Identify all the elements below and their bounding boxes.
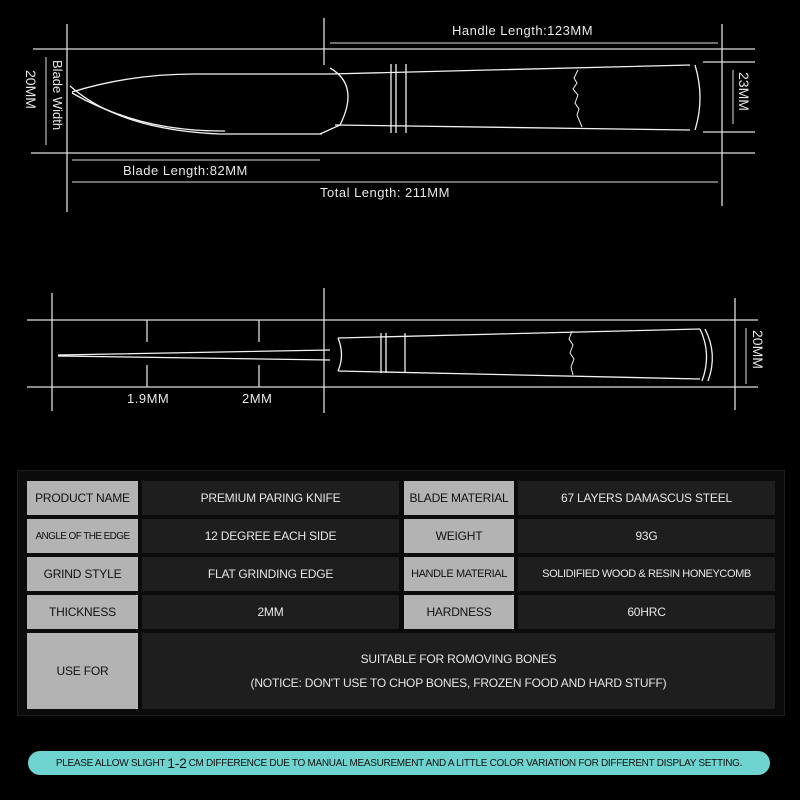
spec-value: 67 LAYERS DAMASCUS STEEL [518,481,775,515]
handle-length-label: Handle Length:123MM [452,23,594,38]
spec-value: 60HRC [518,595,775,629]
spec-label: GRIND STYLE [27,557,138,591]
handle-height-side: 20MM [750,330,766,369]
spec-label: THICKNESS [27,595,138,629]
top-view-guides [31,18,755,212]
spec-value: 12 DEGREE EACH SIDE [142,519,399,553]
knife-side-outline [58,329,712,381]
use-for-label: USE FOR [27,633,138,709]
banner-text-post: CM DIFFERENCE DUE TO MANUAL MEASUREMENT AND A LITTLE COLOR VARIATION FOR DIFFERENT DISPLAY SETTING. [188,757,743,769]
banner-text-pre: PLEASE ALLOW SLIGHT [55,757,166,769]
thickness-label-1: 1.9MM [127,391,170,406]
spec-label: WEIGHT [404,519,514,553]
spec-label: HANDLE MATERIAL [404,557,514,591]
knife-top-outline [70,64,700,134]
spec-label: BLADE MATERIAL [404,481,514,515]
spec-label: PRODUCT NAME [27,481,138,515]
blade-width-value: 20MM [23,70,39,109]
spec-value: SOLIDIFIED WOOD & RESIN HONEYCOMB [518,557,775,591]
spec-label: HARDNESS [404,595,514,629]
spec-value: 2MM [142,595,399,629]
use-for-notice: (NOTICE: DON'T USE TO CHOP BONES, FROZEN FOOD AND HARD STUFF) [250,676,667,690]
spec-value: FLAT GRINDING EDGE [142,557,399,591]
spec-table [17,470,785,716]
blade-length-label: Blade Length:82MM [123,163,248,178]
measurement-notice-banner [28,751,770,775]
handle-height-top: 23MM [736,72,752,111]
total-length-label: Total Length: 211MM [320,185,450,200]
thickness-label-2: 2MM [242,391,273,406]
banner-range: 1-2 [167,755,187,771]
spec-value: PREMIUM PARING KNIFE [142,481,399,515]
use-for-value [142,633,775,709]
use-for-line-1: SUITABLE FOR ROMOVING BONES [360,652,557,666]
spec-label: ANGLE OF THE EDGE [27,519,138,553]
blade-width-label: Blade Width [50,60,65,131]
spec-value: 93G [518,519,775,553]
